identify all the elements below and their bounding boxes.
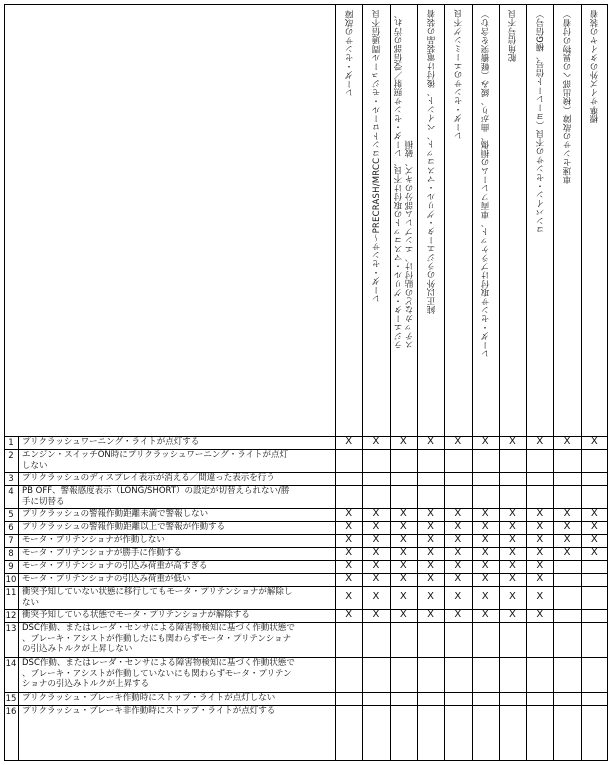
cause-column-divider <box>553 4 554 761</box>
symptom-description: モータ・プリテンショナの引込み荷重が高すぎる <box>22 561 208 571</box>
cause-mark: X <box>509 534 516 545</box>
cause-mark: X <box>563 436 571 447</box>
symptom-description: エンジン・スイッチON時にプリクラッシュワーニング・ライトが点灯 しない <box>22 450 289 471</box>
symptom-description: DSC作動、またはレーダ・センサによる障害物検知に基づく作動状態で 、ブレーキ・アシストが作動したにも関わらずモータ・プリテンショナ の引込みトルクが上昇しない <box>22 623 295 654</box>
cause-mark: X <box>481 609 489 620</box>
cause-mark: X <box>427 534 434 545</box>
row-number: 15 <box>5 694 17 704</box>
cause-mark: X <box>454 609 462 620</box>
cause-mark: X <box>399 573 407 584</box>
cause-mark: X <box>427 436 434 447</box>
cause-mark: X <box>372 591 380 602</box>
row-number: 14 <box>5 659 17 669</box>
table-border-right <box>607 4 608 761</box>
cause-mark: X <box>563 508 571 519</box>
cause-mark: X <box>454 573 462 584</box>
cause-mark: X <box>399 508 407 519</box>
table-border-top <box>4 4 608 5</box>
cause-mark: X <box>372 547 380 558</box>
cause-column-divider <box>472 4 473 761</box>
cause-mark: X <box>399 591 407 602</box>
cause-mark: X <box>590 534 598 545</box>
row-number: 1 <box>8 438 14 448</box>
cause-column-divider <box>417 4 418 761</box>
cause-header-1: レーダ・センサの故障 <box>344 10 355 97</box>
cause-mark: X <box>345 521 353 532</box>
cause-mark: X <box>563 534 571 545</box>
cause-mark: X <box>536 521 544 532</box>
cause-mark: X <box>399 609 407 620</box>
cause-mark: X <box>372 534 380 545</box>
cause-header-2: レーダ・センサ～PRECRASH/MRCCコントロール・モジュール間通信不良 <box>371 10 382 304</box>
cause-mark: X <box>454 521 462 532</box>
cause-mark: X <box>454 534 462 545</box>
cause-mark: X <box>509 436 516 447</box>
cause-mark: X <box>454 547 462 558</box>
cause-header-8: コンバイン・センサの不良（ヨーレート信号、横G信号） <box>535 10 546 235</box>
cause-mark: X <box>563 521 571 532</box>
symptom-description: DSC作動、またはレーダ・センサによる障害物検知に基づく作動状態で 、ブレーキ・アシストが作動していないにも関わらずモータ・プリテン ショナの引込みトルクが上昇する <box>22 658 295 689</box>
cause-header-9: 車速センサの故障（検出部への異物の付着） <box>563 10 574 184</box>
cause-mark: X <box>372 609 380 620</box>
symptom-description: モータ・プリテンショナが作動しない <box>22 535 165 545</box>
symptom-description: 衝突予知していない状態に移行してもモータ・プリテンショナが解除し ない <box>22 587 293 608</box>
symptom-description: プリクラッシュ・ブレーキ作動時にストップ・ライトが点灯しない <box>22 693 276 703</box>
row-number: 5 <box>8 510 14 520</box>
cause-header-10: 標準サイズ外のタイヤの装着 <box>590 10 601 124</box>
cause-mark: X <box>345 573 353 584</box>
cause-mark: X <box>372 508 380 519</box>
table-border-left <box>4 4 5 761</box>
cause-mark: X <box>345 436 353 447</box>
symptom-description: プリクラッシュワーニング・ライトが点灯する <box>22 437 200 447</box>
cause-mark: X <box>399 534 407 545</box>
row-number: 9 <box>8 562 14 572</box>
row-number: 6 <box>8 523 14 533</box>
cause-mark: X <box>427 521 434 532</box>
symptom-description: 衝突予知している状態でモータ・プリテンショナが解除する <box>22 610 250 620</box>
number-column-divider <box>18 436 19 761</box>
cause-mark: X <box>345 508 353 519</box>
cause-mark: X <box>345 547 353 558</box>
row-number: 4 <box>8 487 14 497</box>
cause-mark: X <box>481 591 489 602</box>
cause-mark: X <box>590 547 598 558</box>
cause-mark: X <box>481 573 489 584</box>
cause-mark: X <box>509 521 516 532</box>
cause-mark: X <box>427 547 434 558</box>
cause-mark: X <box>454 560 462 571</box>
row-number: 13 <box>5 624 17 634</box>
symptom-description: プリクラッシュの警報作動距離以上で警報が作動する <box>22 522 226 532</box>
cause-header-7: 舵角信号不良 <box>508 10 519 63</box>
row-number: 16 <box>5 707 17 717</box>
cause-column-divider <box>499 4 500 761</box>
cause-mark: X <box>509 609 516 620</box>
cause-mark: X <box>399 560 407 571</box>
cause-mark: X <box>509 547 516 558</box>
cause-column-divider <box>581 4 582 761</box>
cause-header-4: 純正以外のラジエータ・グリル・マスコット、ペイント、後付け電装品の装着 <box>426 10 437 315</box>
cause-mark: X <box>399 547 407 558</box>
cause-mark: X <box>399 521 407 532</box>
description-column-divider <box>335 4 336 761</box>
cause-column-divider <box>390 4 391 761</box>
cause-mark: X <box>427 573 434 584</box>
row-number: 10 <box>5 575 17 585</box>
cause-mark: X <box>454 508 462 519</box>
cause-mark: X <box>481 534 489 545</box>
cause-mark: X <box>563 547 571 558</box>
row-number: 2 <box>8 451 14 461</box>
row-number: 8 <box>8 549 14 559</box>
cause-mark: X <box>590 508 598 519</box>
cause-mark: X <box>536 547 544 558</box>
symptom-description: プリクラッシュ・ブレーキ非作動時にストップ・ライトが点灯する <box>22 706 276 716</box>
cause-mark: X <box>536 534 544 545</box>
cause-mark: X <box>372 436 380 447</box>
cause-mark: X <box>399 436 407 447</box>
cause-header-6: レーダ・センサ取付けブラケット、車両フレームの損傷、曲がり、緩み（軽衝突を含む） <box>481 10 492 358</box>
cause-mark: X <box>481 436 489 447</box>
row-number: 7 <box>8 536 14 546</box>
cause-mark: X <box>536 508 544 519</box>
cause-mark: X <box>345 534 353 545</box>
cause-mark: X <box>345 609 353 620</box>
cause-mark: X <box>590 436 598 447</box>
symptom-description: プリクラッシュのディスプレイ表示が消える／間違った表示を行う <box>22 473 275 483</box>
cause-mark: X <box>345 560 353 571</box>
cause-mark: X <box>536 560 544 571</box>
cause-mark: X <box>536 436 544 447</box>
cause-mark: X <box>427 609 434 620</box>
cause-mark: X <box>509 573 516 584</box>
row-number: 11 <box>5 588 17 598</box>
cause-mark: X <box>481 547 489 558</box>
cause-mark: X <box>536 573 544 584</box>
cause-mark: X <box>509 560 516 571</box>
cause-mark: X <box>427 508 434 519</box>
diagnosis-table <box>4 4 608 761</box>
cause-mark: X <box>372 521 380 532</box>
cause-column-divider <box>444 4 445 761</box>
cause-mark: X <box>454 436 462 447</box>
symptom-description: PB OFF、警報感度表示（LONG/SHORT）の設定が切替えられない/勝 手に切替る <box>22 486 290 507</box>
symptom-description: モータ・プリテンショナが勝手に作動する <box>22 548 182 558</box>
cause-mark: X <box>481 521 489 532</box>
cause-mark: X <box>536 609 544 620</box>
row-number: 3 <box>8 474 14 484</box>
cause-column-divider <box>526 4 527 761</box>
row-number: 12 <box>5 611 17 621</box>
cause-mark: X <box>536 591 544 602</box>
cause-header-5: レーダ・センサのエーミング不良 <box>453 10 464 141</box>
cause-header-3: ラジエータ・グリル・マスコットの取付け不良、レーダ・センサ照射／受信部の汚れ、 ステッカなどの貼付け、エンブレム部分のキズ、破損 <box>394 10 416 350</box>
cause-mark: X <box>509 591 516 602</box>
cause-mark: X <box>372 573 380 584</box>
symptom-description: モータ・プリテンショナの引込み荷重が低い <box>22 574 191 584</box>
cause-mark: X <box>509 508 516 519</box>
cause-mark: X <box>481 560 489 571</box>
symptom-description: プリクラッシュの警報作動距離未満で警報しない <box>22 509 209 519</box>
cause-mark: X <box>454 591 462 602</box>
cause-mark: X <box>427 560 434 571</box>
cause-mark: X <box>372 560 380 571</box>
cause-column-divider <box>362 4 363 761</box>
cause-mark: X <box>590 521 598 532</box>
table-border-bottom <box>4 760 608 761</box>
cause-mark: X <box>345 591 353 602</box>
cause-mark: X <box>427 591 434 602</box>
cause-mark: X <box>481 508 489 519</box>
